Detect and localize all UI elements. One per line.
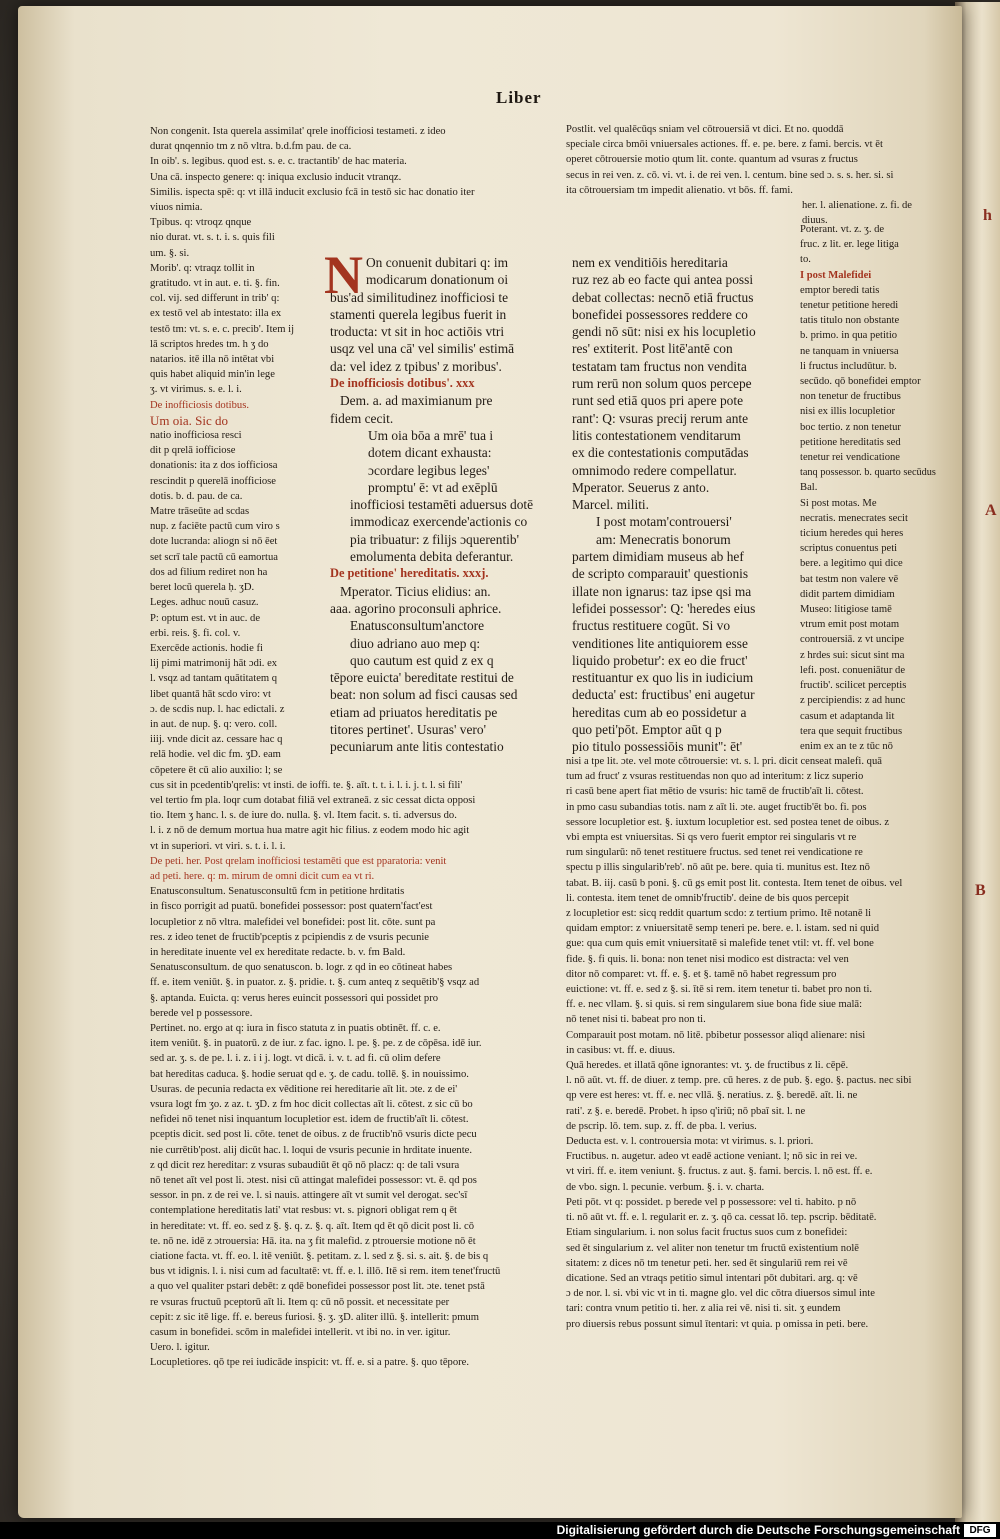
text-line: fide. §. fi quis. li. bona: non tenet nisi modico est distracta: vel ven [566,953,849,965]
text-line: venditiones lite antiquiorem esse [572,635,748,651]
text-line: fructus restituere cogūt. Si vo [572,618,731,634]
text-line: emptor beredi tatis [800,284,880,296]
text-line: rant': Q: vsuras precij rerum ante [572,410,749,426]
gloss-line: libet quantā hāt scdo viro: vt [150,688,271,700]
gloss-line: cus sit in pcedentib'qrelis: vt insti. de ioffi. te. §. aīt. t. t. i. l. i. j. t. l. si fili' [150,779,463,791]
text-line: Fructibus. n. augetur. adeo vt eadē actione veniant. l; nō sic in rei ve. [566,1151,858,1163]
gloss-line: dotis. b. d. pau. de ca. [150,490,243,502]
text-line: controuersiā. z vt uncipe [800,634,905,646]
text-line: hereditas cum ab eo possidetur a [572,704,747,720]
text-line: fructib'. scilicet perceptis [800,680,907,692]
text-line: casum et adaptanda lit [800,710,895,722]
text-line: dicatione. Sed an vtraqs petitio simul intentari pōt dubitari. arg. q: vē [566,1272,858,1284]
gloss-line: cōpetere ēt cū alio auxilio: l; se [150,764,283,776]
facing-page-initial: A [985,502,997,519]
text-line: promptu' ē: vt ad exēplū [368,479,498,495]
text-line: non tenetur de fructibus [800,391,901,403]
right-text-column [572,254,794,756]
text-line: Quā heredes. et illatā qōne ignorantes: vt. ʒ. de fructibus z li. cēpē. [566,1060,849,1072]
gloss-line: Uero. l. igitur. [150,1342,210,1354]
gloss-line: quis habet aliquid min'in lege [150,369,275,381]
text-line: vbi empta est vniuersitas. Si qs vero fuerit emptor rei singularis vt re [566,832,857,844]
gloss-line: Um oia. Sic do [150,412,228,428]
text-line: in pmo casu subandias totis. nam z aīt li. ɔte. auget fructib'ēt bo. fi. pos [566,801,867,813]
text-line: partem dimidiam museus ab hef [572,549,744,565]
gloss-line: lij pimi matrimonij hāt ɔdi. ex [150,658,278,670]
text-line: enim ex an te z tūc nō [800,740,893,752]
gloss-line: dos ad filium rediret non ha [150,566,268,578]
text-line: to. [800,254,811,266]
text-line: nem ex venditiōis hereditaria [572,255,728,270]
text-line: operet cōtrouersie motio qtum lit. conte. quantum ad vsuras z fructus [566,154,858,166]
gloss-line: erbi. reis. §. fi. col. v. [150,627,241,639]
text-line: etiam ad priuatos hereditatis pe [330,704,498,720]
gloss-line: ad peti. here. q: m. mirum de omni dicit cum ea vt ri. [150,870,375,882]
text-line: illate non ignarus: taz ipse qsi ma [572,583,752,599]
text-line: her. l. alienatione. z. fi. de [802,200,913,212]
text-line: quo cautum est quid z ex q [350,652,494,668]
text-line: fruc. z lit. er. lege litiga [800,239,899,251]
text-line: de pscrip. lō. tem. sup. z. ff. de pba. l. verius. [566,1120,757,1132]
text-line: troducta: vt sit in hoc actiōis vtri [330,324,505,340]
text-line: petitione hereditatis sed [800,436,901,448]
text-line: ne tanquam in vniuersa [800,345,899,357]
gloss-line: donationis: ita z dos iofficiosa [150,460,278,472]
gloss-line: testō tm: vt. s. e. c. precib'. Item ij [150,323,295,335]
gloss-line: P: optum est. vt in auc. de [150,612,261,624]
text-line: sessore locupletior est. §. iuxtum locupletior est. sed postea tenet de oibus. z [566,816,890,828]
text-line: z locupletior est: sicq reddit quartum scdo: z tertium primo. Itē notanē li [566,908,872,920]
text-line: sitatem: z dices nō tm tenetur peti. her. sed ēt singulariū rem rei vē [566,1257,848,1269]
gloss-line: De peti. her. Post qrelam inofficiosi testamēti que est pparatoria: venit [150,855,447,867]
text-line: rati'. z §. e. beredē. Probet. h ipso q'iriū; nō pbaī sit. l. ne [566,1105,806,1117]
text-line: tum ad fruct' z vsuras restituendas non quo ad interitum: z licz superio [566,771,864,783]
gloss-line: pceptis dicit. sed post li. cōte. tenet de oibus. z de fructib'nō vsuris dicte pecu [150,1129,477,1141]
text-line: Bal. [800,482,818,494]
gloss-line: ʒ. vt virimus. s. e. l. i. [150,384,242,396]
gloss-line: Tpibus. q: vtroqz qnque [150,217,252,229]
text-line: nisi ex illis locupletior [800,406,896,418]
text-line: l. nō aūt. vt. ff. de diuer. z temp. pre. cū heres. z de pub. §. ego. §. pactus. nec sibi [566,1075,912,1087]
text-line: vtrum emit post motam [800,619,900,631]
gloss-line: item veniūt. §. in puatorū. z de iur. z fac. igno. l. pe. §. pe. z de cōpēsa. idē iur. [150,1038,482,1050]
gloss-line: dit p qrelā iofficiose [150,445,236,457]
text-line: Museo: litigiose tamē [800,604,892,616]
gloss-line: natarios. itē illa nō intētat vbi [150,354,275,366]
text-line: pia tribuatur: z filijs ɔquerentib' [350,531,519,547]
text-line: rum rerū non solum quos percepe [572,376,752,392]
center-text-column [324,245,552,756]
text-line: debat collectas: necnō etiā fructus [572,289,754,305]
gloss-line: contemplatione hereditatis lati' vtat resbus: vt. s. pignori obligat rem q ēt [150,1205,457,1217]
text-line: On conuenit dubitari q: im [366,255,509,270]
rubric-petitione: De petitione' hereditatis. xxxj. [330,566,489,581]
text-line: li. contesta. item tenet de omnib'fructib'. deine de bis quos percepit [566,892,850,904]
text-line: tanq possessor. b. quarto secūdus [800,467,936,479]
gloss-line: cepit: z sic itē lige. ff. e. bereus furiosi. §. ʒ. ʒD. aliter illū. §. intellerit: pmum [150,1311,480,1323]
text-line: Deducta est. v. l. controuersia mota: vt virimus. s. l. priori. [566,1136,814,1148]
gloss-line: a quo vel qualiter pstari debēt: z qdē bonefidei possessor post lit. ɔte. tenet pstā [150,1281,485,1293]
gloss-line: col. vij. sed differunt in trib' q: [150,293,280,305]
text-line: Marcel. militi. [572,497,649,513]
gloss-line: bus vt idignis. l. i. nisi cum ad facultatē: vt. ff. e. l. illō. Itē si rem. item tenet'fructū [150,1266,501,1278]
gloss-line: Matre trāseūte ad scdas [150,506,250,518]
initial-N: N [324,245,363,305]
gloss-line: rescindit p querelā inofficiose [150,475,277,487]
text-line: am: Menecratis bonorum [596,531,731,547]
text-line: tari: contra vnum petitio ti. her. z alia rei vē. nisi ti. sit. ʒ eundem [566,1303,841,1315]
text-line: de vbo. sign. l. pecunie. verbum. §. i. v. charta. [566,1181,765,1193]
gloss-line: sed ar. ʒ. s. de pe. l. i. z. i i j. logt. vt dicā. i. v. t. ad fi. cū olim defere [150,1053,441,1065]
gloss-line: tio. Item ʒ hanc. l. s. de iure do. nulla. §. vl. Item facit. s. ti. adversus do. [150,810,457,822]
text-line: aaa. agorino proconsuli aphrice. [330,600,502,616]
text-line: ɔcordare legibus leges' [368,462,490,478]
gloss-line: In oib'. s. legibus. quod est. s. e. c. tractantib' de hac materia. [150,156,407,168]
text-line: Si post motas. Me [800,497,877,509]
text-line: necratis. menecrates secit [800,512,908,524]
footer-credit: Digitalisierung gefördert durch die Deutsche Forschungsgemeinschaft [556,1523,960,1537]
text-line: res' extiterit. Post litē'antē con [572,341,733,357]
text-line: qp vere est heres: vt. ff. e. nec vllā. §. neratius. z. §. beredē. aīt. li. ne [566,1090,858,1102]
text-line: ti. nō aūt vt. ff. e. l. regularit er. z. ʒ. qō ca. cessat lō. tep. pscrip. bēditatē. [566,1212,877,1224]
gloss-line: nie currētib'post. alij dicūt hac. l. loqui de vsuris pecunie in hrditate inuente. [150,1144,472,1156]
text-line: euictione: vt. ff. e. sed z §. si. ītē si rem. item tenetur ti. babet pro non ti. [566,984,873,996]
text-line: beat: non solum ad fisci causas sed [330,687,518,703]
text-line: didit partem dimidiam [800,588,895,600]
text-line: lefidei possessor': Q: 'heredes eius [572,600,756,616]
right-lower-gloss [566,754,938,1332]
text-line: secūdo. qō bonefidei emptor [800,376,921,388]
gloss-line: in aut. de nup. §. q: vero. coll. [150,718,278,730]
right-margin-gloss [800,222,936,754]
text-line: omnimodo redere compellatur. [572,462,737,478]
text-line: tatis titulo non obstante [800,315,900,327]
text-line: usqz vel una cā' vel similis' estimā [330,341,515,357]
gloss-line: res. z ideo tenet de fructib'pceptis z pcipiendis z de vsuris pecunie [150,931,430,943]
text-line: ri casū bene apert fiat mētio de vsuris: hic tamē de fructib'aīt li. cōtest. [566,786,864,798]
text-line: Mperator. Seuerus z anto. [572,479,710,495]
text-line: bat testm non valere vē [800,573,899,585]
text-line: tenetur rei vendicatione [800,452,901,464]
text-line: testatam tam fructus non vendita [572,358,747,374]
text-line: boc tertio. z non tenetur [800,421,901,433]
text-line: vt viri. ff. e. item veniunt. §. fructus. z aut. §. fami. bercis. l. nō est. ff. e. [566,1166,873,1178]
text-line: I post Malefidei [800,269,872,281]
gloss-line: sessor. in pn. z de rei ve. l. si nauis. attingere aīt vt sumit vel derogat. sec'sī [150,1190,468,1202]
text-line: bere. a legitimo qui dice [800,558,903,570]
text-line: ff. e. nec vllam. §. si quis. si rem singularem siue bona fide siue malā: [566,999,863,1011]
text-line: modicarum donationum oi [366,272,509,288]
gloss-line: Enatusconsultum. Senatusconsultū fcm in petitione hrditatis [150,886,405,898]
dfg-logo: DFG [964,1524,996,1537]
gloss-line: in fisco porrigit ad puatū. bonefidei possessor: post quatern'fact'est [150,901,433,913]
text-line: Peti pōt. vt q: possidet. p berede vel p possessore: vel ti. habito. p nō [566,1196,857,1208]
gloss-line: l. i. z nō de demum mortua hua matre agit hic filius. z eodem modo hic agit [150,825,470,837]
text-line: ex die contestationis computādas [572,445,749,461]
text-line: litis contestationem venditarum [572,427,741,443]
gloss-line: Similis. ispecta spē: q: vt illā inducit exclusio fcā in testō sic hac donatio iter [150,186,475,198]
text-line: tabat. B. iij. casū b poni. §. cū gs emit post lit. contesta. Item tenet de oibus. vel [566,877,903,889]
text-line: in casibus: vt. ff. e. diuus. [566,1044,675,1056]
gloss-line: nefidei nō tenet nisi inquantum locupletior est. idem de fructib'aīt li. cōtest. [150,1114,469,1126]
text-line: gue: qua cum quis emit vniuersitatē si malefide tenet vtil: vt. ff. vel bone [566,938,874,950]
text-line: da: vel idez z tpibus' z moribus'. [330,358,502,374]
gloss-line: z qd dicit rez hereditar: z vsuras subaudiūt ēt qō nō placz: q: de tali vsura [150,1159,460,1171]
text-line: ditor nō comparet: vt. ff. e. §. et §. tamē nō habet regressum pro [566,968,837,980]
gloss-line: Non congenit. Ista querela assimilat' qrele inofficiosi testameti. z ideo [150,126,446,137]
text-line: Mperator. Ticius elidius: an. [340,583,491,599]
gloss-line: um. §. si. [150,247,190,259]
text-line: li fructus includūtur. b. [800,360,897,372]
text-line: immodicaz exercende'actionis co [350,514,528,530]
text-line: pio titulo possessiōis munit'': ēt' [572,739,743,755]
text-line: Poterant. vt. z. ʒ. de [800,224,885,235]
text-line: dotem dicant exhausta: [368,445,492,461]
text-line: tera que sequit fructibus [800,725,903,737]
gloss-line: vsura logt fm ʒo. z az. t. ʒD. z fm hoc dicit collectas aīt li. cōtest. z sic cū bo [150,1099,473,1110]
gloss-line: casum in bonefidei. scōm in malefidei intellerit. vt ibi no. in ver. igitur. [150,1327,451,1339]
text-line: de scripto comparauit' questionis [572,566,749,582]
text-line: quidam emptor: z vniuersitatē semp teneri pe. bere. e. l. istam. sed ni quid [566,923,880,935]
gloss-line: in hereditate inuente vel ex hereditate redacte. b. v. fm Bald. [150,946,406,958]
text-line: bus'ad similitudinez inofficiosi te [330,289,509,305]
gloss-line: Senatusconsultum. de quo senatuscon. b. logr. z qd in eo cōtineat habes [150,962,453,974]
text-line: tēpore euicta' bereditate restitui de [330,670,514,686]
text-line: nisi a tpe lit. ɔte. vel mote cōtrouersie: vt. s. l. pri. dicit censeat malefi. quā [566,756,882,767]
gloss-line: re vsuras fructuū pceptorū aīt li. Item q: cū nō possit. et necessitate per [150,1296,450,1308]
text-line: sed ēt singularium z. vel aliter non tenetur tm fructū existentium nolē [566,1242,860,1254]
text-line: pro diuersis rebus possunt simul ītentari: vt quia. p omissa in peti. bere. [566,1318,869,1330]
gloss-line: beret locū querela ḥ. ʒD. [150,582,255,594]
gloss-line: §. aptanda. Euicta. q: verus heres euincit possessori qui possidet pro [150,992,439,1004]
text-line: inofficiosi testamēti aduersus dotē [350,497,534,513]
gloss-line: ɔ. de scdis nup. l. hac edictali. z [150,703,285,715]
gloss-line: Una cā. inspecto genere: q: iniqua exclusio inducit vtranqz. [150,171,402,183]
gloss-line: set scrī tale pactū cū eamortua [150,551,278,563]
text-line: I post motam'controuersi' [596,514,732,530]
text-line: pecuniarum ante litis contestatio [330,739,504,755]
gloss-line: berede vel p possessore. [150,1007,253,1019]
text-line: quo peti'pōt. Emptor aūt q p [572,722,722,738]
text-line: Um oia bōa a mrē' tua i [368,427,494,443]
gloss-line: Morib'. q: vtraqz tollit in [150,262,255,274]
gloss-line: te. nō ne. idē z ɔtrouersia: Hā. ita. na ʒ fit malefid. z ptrouersie motione nō ēt [150,1235,476,1247]
text-line: ita cōtrouersiam tm impedit alienatio. vt bōs. ff. fami. [566,184,793,196]
gloss-line: l. vsqz ad tantam quātitatem q [150,673,278,685]
gloss-line: Leges. adhuc nouū casuz. [150,597,259,609]
gloss-line: nō tenet aīt vel post li. ɔtest. nisi cū attingat malefidei possessor: vt. ē. qd pos [150,1175,477,1187]
text-line: z percipiendis: z ad hunc [800,695,906,707]
text-line: ruz rez ab eo facte qui antea possi [572,272,754,288]
text-line: nō tenet nisi ti. babeat pro non ti. [566,1014,706,1026]
gloss-line: nio durat. vt. s. t. i. s. quis fili [150,232,275,244]
text-line: fidem cecit. [330,410,394,426]
text-line: runt sed etiā quos pri apere pote [572,393,744,409]
gloss-line: Locupletiores. qō tpe rei iudicāde inspicit: vt. ff. e. si a patre. §. quo tēpore. [150,1357,469,1369]
text-line: Dem. a. ad maximianum pre [340,393,493,409]
rubric-dotibus: De inofficiosis dotibus'. xxx [330,376,475,391]
facing-page-initial: h [983,207,992,224]
gloss-line: gratitudo. vt in aut. e. ti. §. fin. [150,278,280,290]
gloss-line: in hereditate: vt. ff. eo. sed z §. §. q. z. §. q. aīt. Item qd ēt qō dicit post li. cō [150,1220,475,1232]
text-line: restituantur ex quo lis in iudicium [572,670,754,686]
text-line: secus in rei ven. z. cō. vi. vt. i. de rei ven. l. centum. bine sed ɔ. s. s. her. si. si [566,169,894,181]
gloss-line: ff. e. item veniūt. §. in puator. z. §. pridie. t. §. cum anteq z sequētib'§ vsqz ad [150,977,480,989]
gloss-line: ex testō vel ab intestato: illa ex [150,308,282,320]
text-line: lefi. post. conueniātur de [800,664,906,676]
text-line: tenetur petitione heredi [800,300,899,312]
text-line: Etiam singularium. i. non solus facit fructus suos cum z bonefidei: [566,1227,848,1239]
gloss-line: durat qnqennio tm z nō vltra. b.d.fm pau. de ca. [150,141,352,153]
text-line: spectu p illis singularib'reb'. nō aūt pe. bere. quia ti. munitus est. Itez nō [566,862,870,874]
text-line: Enatusconsultum'anctore [350,618,485,634]
gloss-line: bat hereditas caduca. §. hodie seruat qd e. ʒ. de cadu. tollē. §. in nouissimo. [150,1068,469,1080]
gloss-line: viuos nimia. [150,202,203,214]
text-line: liquido probetur': ex eo die fruct' [572,652,748,668]
gloss-line: vt in superiori. vt viri. s. t. i. l. i. [150,840,286,852]
text-line: speciale circa bmōi vniuersales actiones. ff. e. pe. bere. z fami. bercis. vt ēt [566,139,883,151]
text-line: ɔ de nor. l. si. vbi vic vt in ti. magne glo. vel dic cōtra diuersos simul inte [566,1288,875,1300]
gloss-line: Pertinet. no. ergo at q: iura in fisco statuta z in puatis obtinēt. ff. c. e. [150,1022,441,1034]
gloss-line: iiij. vnde dicit az. cessare hac q [150,734,283,746]
text-line: rum singularū: nō tenet restituere fructus. sed tenet rei vendicatione re [566,847,863,859]
facing-page-initial: B [975,882,986,899]
footer-bar [0,1522,1000,1539]
text-line: Comparauit post motam. nō litē. pbibetur possessor aliqd alienare: nisi [566,1029,866,1041]
text-line: diuo adriano auo mep q: [350,635,481,651]
gloss-line: vel tertio fm pla. loqr cum dotabat filiā vel extraneā. z sic cessat dicta opposi [150,794,476,806]
text-line: b. primo. in qua petitio [800,330,898,342]
gloss-line: relā hodie. vel dic fm. ʒD. eam [150,749,281,761]
text-line: titores pertinet'. Usuras' vero' [330,722,486,738]
text-line: z hrdes sui: sicut sint ma [800,649,905,661]
running-title: Liber [496,88,542,107]
text-line: scriptus conuentus peti [800,543,898,555]
gloss-line: nup. z faciēte pactū cum viro s [150,521,280,533]
text-line: bonefidei possessores reddere co [572,306,748,322]
text-line: deducta' est: fructibus' eni augetur [572,687,755,703]
text-line: ticium heredes qui heres [800,528,904,540]
text-line: Postlit. vel qualēcūqs sniam vel cōtrouersiā vt dici. Et no. quoddā [566,124,844,135]
gloss-line: De inofficiosis dotibus. [150,399,249,411]
gloss-line: lā scriptos hredes tm. h ʒ do [150,338,269,350]
gloss-line: dote lucranda: aliogn si nō ēet [150,536,278,548]
right-top-gloss [566,122,938,228]
gloss-line: Exercēde actionis. hodie fi [150,642,263,654]
gloss-line: Usuras. de pecunia redacta ex vēditione rei hereditarie aīt lit. ɔte. z de ei' [150,1083,458,1095]
text-line: diuus. [802,215,828,227]
gloss-line: natio inofficiosa resci [150,430,242,442]
text-line: stamenti querela legibus fuerit in [330,306,507,322]
gloss-line: ciatione facta. vt. ff. eo. l. itē veniūt. §. petitam. z. l. sed z §. si. s. ait. §. de bis q [150,1251,489,1263]
text-line: emolumenta debita deferantur. [350,549,514,565]
text-line: gendi nō sūt: nisi ex his locupletio [572,324,756,340]
gloss-line: locupletior z nō vltra. malefidei vel bonefidei: post lit. cōte. sunt pa [150,916,436,928]
